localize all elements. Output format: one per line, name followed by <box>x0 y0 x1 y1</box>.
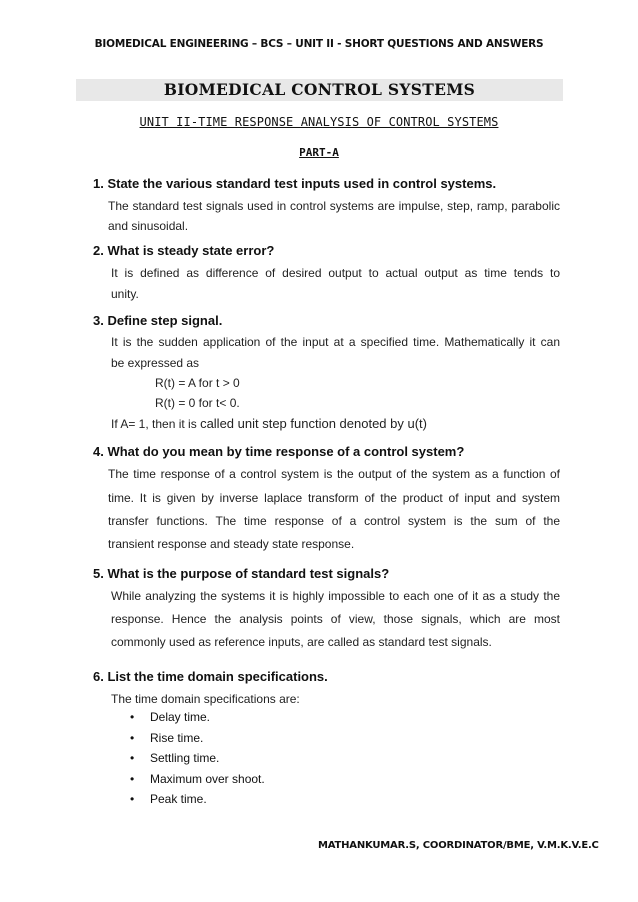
page-footer: MATHANKUMAR.S, COORDINATOR/BME, V.M.K.V.E.C <box>318 840 599 851</box>
document-title: BIOMEDICAL CONTROL SYSTEMS <box>163 80 476 99</box>
answer-5-line-3: commonly used as reference inputs, are called as standard test signals. <box>111 635 492 649</box>
answer-4-line-1: The time response of a control system is the output of the system as a function of <box>108 467 560 481</box>
bullet-icon: • <box>130 710 135 724</box>
answer-5-line-2: response. Hence the analysis points of view, those signals, which are most <box>111 612 560 626</box>
question-3: 3. Define step signal. <box>93 313 223 328</box>
list-item: • Rise time. <box>128 728 265 749</box>
answer-3-line-3b: called unit step function denoted by u(t) <box>200 416 427 431</box>
answer-3-line-2: be expressed as <box>111 356 200 370</box>
question-2: 2. What is steady state error? <box>93 243 275 258</box>
page-header: BIOMEDICAL ENGINEERING – BCS – UNIT II - SHORT QUESTIONS AND ANSWERS <box>94 38 544 50</box>
answer-6-line-1: The time domain specifications are: <box>111 692 300 706</box>
equation-1: R(t) = A for t > 0 <box>155 376 240 390</box>
bullet-icon: • <box>130 792 135 806</box>
answer-2-line-2: unity. <box>111 287 139 301</box>
list-item: • Maximum over shoot. <box>128 769 265 790</box>
answer-2-line-1: It is defined as difference of desired output to actual output as time tends to <box>111 266 560 280</box>
bullet-icon: • <box>130 771 135 786</box>
answer-4-line-2: time. It is given by inverse laplace transform of the product of input and system <box>108 491 560 505</box>
answer-3-line-1: It is the sudden application of the input at a specified time. Mathematically it can <box>111 335 560 349</box>
spec-list <box>128 707 265 810</box>
answer-3-line-3 <box>111 416 427 431</box>
bullet-icon: • <box>130 730 135 745</box>
answer-4-line-4: transient response and steady state response. <box>108 537 355 551</box>
unit-title: UNIT II-TIME RESPONSE ANALYSIS OF CONTROL SYSTEMS <box>139 115 499 129</box>
list-item: • Peak time. <box>128 789 265 810</box>
equation-2: R(t) = 0 for t< 0. <box>155 396 240 410</box>
question-5: 5. What is the purpose of standard test signals? <box>93 566 390 581</box>
answer-1-line-1: The standard test signals used in control systems are impulse, step, ramp, parabolic <box>108 199 560 213</box>
question-4: 4. What do you mean by time response of a control system? <box>93 444 465 459</box>
answer-4-line-3: transfer functions. The time response of a control system is the sum of the <box>108 514 560 528</box>
list-item: • Delay time. <box>128 707 265 728</box>
part-heading: PART-A <box>299 146 339 159</box>
list-item: • Settling time. <box>128 748 265 769</box>
answer-1-line-2: and sinusoidal. <box>108 219 189 233</box>
answer-3-line-3a: If A= 1, then it is <box>111 417 201 431</box>
answer-5-line-1: While analyzing the systems it is highly impossible to each one of it as a study the <box>111 589 560 603</box>
question-1: 1. State the various standard test inputs used in control systems. <box>93 176 497 191</box>
question-6: 6. List the time domain specifications. <box>93 669 328 684</box>
bullet-icon: • <box>130 751 135 765</box>
